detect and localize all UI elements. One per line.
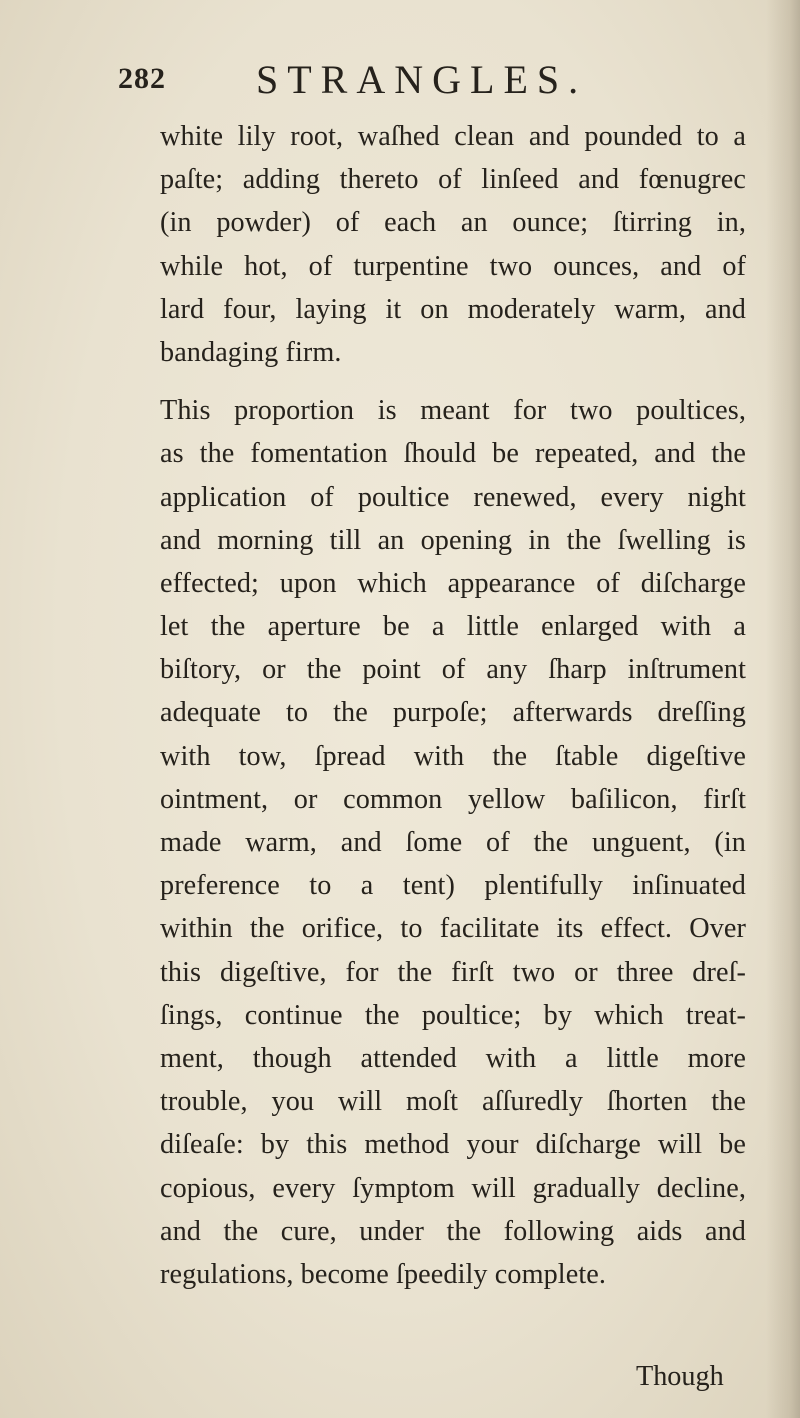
text-line: let the aperture be a little enlarged with a — [160, 611, 746, 643]
text-line: this digeſtive, for the firſt two or three dreſ- — [160, 956, 746, 988]
text-line: as the fomentation ſhould be repeated, and the — [160, 438, 746, 470]
text-line: within the orifice, to facilitate its effect. Over — [160, 913, 746, 945]
text-line: ſings, continue the poultice; by which treat- — [160, 999, 746, 1031]
page-edge-shadow — [766, 0, 800, 1418]
page-header — [118, 56, 718, 106]
text-line: bandaging firm. — [160, 336, 342, 368]
text-line: effected; upon which appearance of diſcharge — [160, 567, 746, 599]
text-line: biſtory, or the point of any ſharp inſtrument — [160, 654, 746, 686]
running-head: STRANGLES. — [256, 57, 588, 102]
text-line: and the cure, under the following aids and — [160, 1215, 746, 1247]
text-line: made warm, and ſome of the unguent, (in — [160, 827, 746, 858]
text-line: application of poultice renewed, every night — [160, 481, 746, 513]
text-line: diſeaſe: by this method your diſcharge will be — [160, 1129, 746, 1161]
page-number: 282 — [118, 62, 166, 95]
text-line: adequate to the purpoſe; afterwards dreſſing — [160, 697, 746, 729]
body-text — [160, 115, 746, 1296]
text-line: with tow, ſpread with the ſtable digeſtive — [160, 740, 746, 772]
text-line: while hot, of turpentine two ounces, and of — [160, 250, 746, 282]
text-line: and morning till an opening in the ſwelling is — [160, 524, 746, 556]
text-line: regulations, become ſpeedily complete. — [160, 1258, 607, 1290]
text-line: ointment, or common yellow baſilicon, firſt — [160, 783, 746, 815]
text-line: This proportion is meant for two poultices, — [160, 395, 746, 427]
text-line: copious, every ſymptom will gradually decline, — [160, 1172, 746, 1204]
text-line: lard four, laying it on moderately warm, and — [160, 293, 746, 325]
text-line: white lily root, waſhed clean and pounded to a — [160, 121, 746, 152]
text-line: (in powder) of each an ounce; ſtirring in, — [160, 207, 746, 239]
catchword: Though — [636, 1361, 724, 1392]
text-line: paſte; adding thereto of linſeed and fœnugrec — [160, 164, 746, 196]
text-line: trouble, you will moſt aſſuredly ſhorten the — [160, 1086, 746, 1118]
text-line: ment, though attended with a little more — [160, 1042, 746, 1074]
text-line: preference to a tent) plentifully inſinuated — [160, 870, 746, 902]
